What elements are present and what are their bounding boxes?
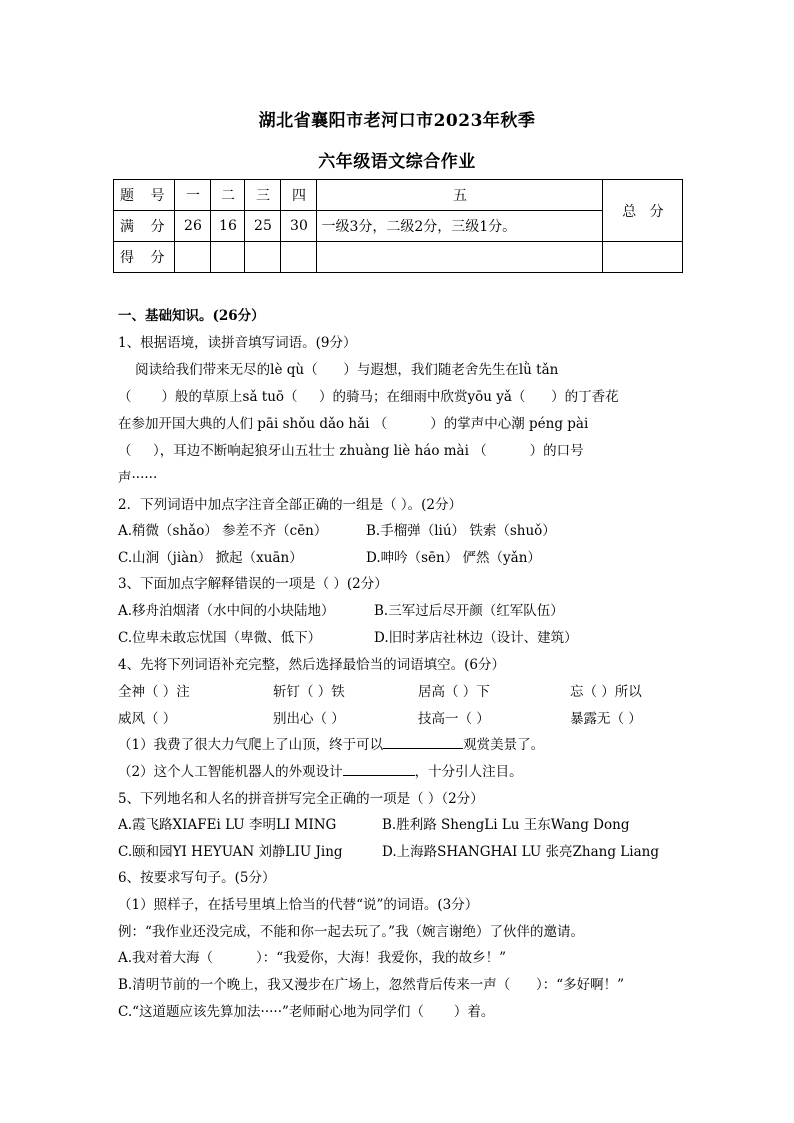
question-1-line: （ ）般的草原上sǎ tuō（ ）的骑马；在细雨中欣赏yōu yǎ（ ）的丁香花: [118, 389, 619, 405]
option-d[interactable]: D.旧时茅店社林边（设计、建筑）: [374, 630, 578, 646]
question-number-label: 题 号: [114, 180, 175, 211]
idiom-blank[interactable]: 居高（ ）下: [418, 684, 490, 700]
idiom-blank[interactable]: 全神（ ）注: [118, 684, 190, 700]
question-6-subprompt: （1）照样子，在括号里填上恰当的代替“说”的词语。(3分）: [118, 897, 479, 913]
obtained-score-label: 得 分: [114, 242, 175, 273]
idiom-blank[interactable]: 别出心（ ）: [273, 711, 345, 727]
question-5-options-row: [118, 813, 698, 833]
option-b[interactable]: B.手榴弹（liú） 铁索（shuǒ）: [366, 523, 556, 539]
question-1-line: 在参加开国大典的人们 pāi shǒu dǎo hǎi （ ）的掌声中心潮 péng pài: [118, 416, 589, 432]
question-3-prompt: 3、下面加点字解释错误的一项是（ ）(2分）: [118, 576, 388, 592]
question-6-item[interactable]: C.“这道题应该先算加法·····”老师耐心地为同学们（ ）着。: [118, 1004, 495, 1020]
question-5-options-row: [118, 840, 698, 860]
question-3-options-row: [118, 599, 698, 619]
option-b[interactable]: B.胜利路 ShengLi Lu 王东Wang Dong: [382, 817, 630, 833]
question-5-prompt: 5、下列地名和人名的拼音拼写完全正确的一项是（ ）（2分）: [118, 791, 484, 807]
option-a[interactable]: A.移舟泊烟渚（水中间的小块陆地）: [118, 603, 335, 619]
question-2-options-row: [118, 519, 698, 539]
full-score-cell: 30: [281, 211, 317, 242]
total-score-label: 总 分: [603, 180, 683, 242]
option-c[interactable]: C.位卑未敢忘忧国（卑微、低下）: [118, 630, 322, 646]
answer-blank[interactable]: [343, 761, 415, 776]
section-heading: 一、基础知识。(26分）: [118, 308, 265, 324]
sentence-text: （1）我费了很大力气爬上了山顶，终于可以: [118, 737, 384, 753]
header-cell: 一: [175, 180, 211, 211]
option-a[interactable]: A.稍微（shǎo） 参差不齐（cēn）: [118, 523, 328, 539]
option-b[interactable]: B.三军过后尽开颜（红军队伍）: [374, 603, 564, 619]
question-1-line: 声······: [118, 470, 158, 486]
document-subtitle: 六年级语文综合作业: [318, 152, 476, 172]
question-4-word-row: [118, 707, 698, 727]
obtained-score-cell[interactable]: [175, 242, 211, 273]
question-1-prompt: 1、根据语境，读拼音填写词语。(9分）: [118, 335, 357, 351]
header-cell: 五: [317, 180, 603, 211]
obtained-score-cell[interactable]: [281, 242, 317, 273]
idiom-blank[interactable]: 暴露无（ ）: [570, 711, 642, 727]
answer-blank[interactable]: [383, 734, 463, 749]
option-c[interactable]: C.颐和园YI HEYUAN 刘静LIU Jing: [118, 844, 343, 860]
question-6-prompt: 6、按要求写句子。(5分）: [118, 870, 276, 886]
full-score-row: [114, 211, 683, 242]
sentence-text: （2）这个人工智能机器人的外观设计: [118, 764, 343, 780]
header-cell: 二: [211, 180, 245, 211]
full-score-cell: 25: [245, 211, 281, 242]
question-6-example: 例：“我作业还没完成，不能和你一起去玩了。”我（婉言谢绝）了伙伴的邀请。: [118, 924, 585, 940]
question-1-line: （ ），耳边不断响起狼牙山五壮士 zhuàng liè háo mài （ ）的口号: [118, 443, 584, 459]
full-score-cell: 16: [211, 211, 245, 242]
obtained-score-row: [114, 242, 683, 273]
obtained-score-cell[interactable]: [317, 242, 603, 273]
question-2-options-row: [118, 546, 698, 566]
question-2-prompt: 2．下列词语中加点字注音全部正确的一组是（ ）。(2分）: [118, 497, 462, 513]
header-cell: 四: [281, 180, 317, 211]
idiom-blank[interactable]: 威风（ ）: [118, 711, 177, 727]
obtained-score-cell[interactable]: [211, 242, 245, 273]
full-score-cell: 26: [175, 211, 211, 242]
sentence-text: ，十分引人注目。: [414, 764, 523, 780]
idiom-blank[interactable]: 忘（ ）所以: [570, 684, 642, 700]
question-4-sentence-2: [118, 760, 698, 780]
option-c[interactable]: C.山涧（jiàn） 掀起（xuān）: [118, 550, 303, 566]
option-a[interactable]: A.霞飞路XIAFEi LU 李明LI MING: [118, 817, 337, 833]
idiom-blank[interactable]: 技高一（ ）: [418, 711, 490, 727]
score-table: [113, 179, 683, 273]
question-4-sentence-1: [118, 733, 698, 753]
question-4-word-row: [118, 680, 698, 700]
option-d[interactable]: D.上海路SHANGHAI LU 张亮Zhang Liang: [382, 844, 659, 860]
question-6-item[interactable]: B.清明节前的一个晚上，我又漫步在广场上，忽然背后传来一声（ ）：“多好啊！”: [118, 977, 625, 993]
question-1-line: 阅读给我们带来无尽的lè qù（ ）与遐想，我们随老舍先生在lǜ tǎn: [118, 362, 559, 378]
header-cell: 三: [245, 180, 281, 211]
question-6-item[interactable]: A.我对着大海（ ）：“我爱你，大海！我爱你，我的故乡！”: [118, 950, 507, 966]
score-table-header-row: [114, 180, 683, 211]
idiom-blank[interactable]: 斩钉（ ）铁: [273, 684, 345, 700]
sentence-text: 观赏美景了。: [463, 737, 545, 753]
question-4-prompt: 4、先将下列词语补充完整，然后选择最恰当的词语填空。(6分）: [118, 657, 505, 673]
full-score-label: 满 分: [114, 211, 175, 242]
document-title: 湖北省襄阳市老河口市2023年秋季: [258, 111, 536, 131]
obtained-score-cell[interactable]: [603, 242, 683, 273]
option-d[interactable]: D.呻吟（sēn） 俨然（yǎn）: [366, 550, 541, 566]
question-3-options-row: [118, 626, 698, 646]
obtained-score-cell[interactable]: [245, 242, 281, 273]
full-score-cell: 一级3分，二级2分，三级1分。: [317, 211, 603, 242]
